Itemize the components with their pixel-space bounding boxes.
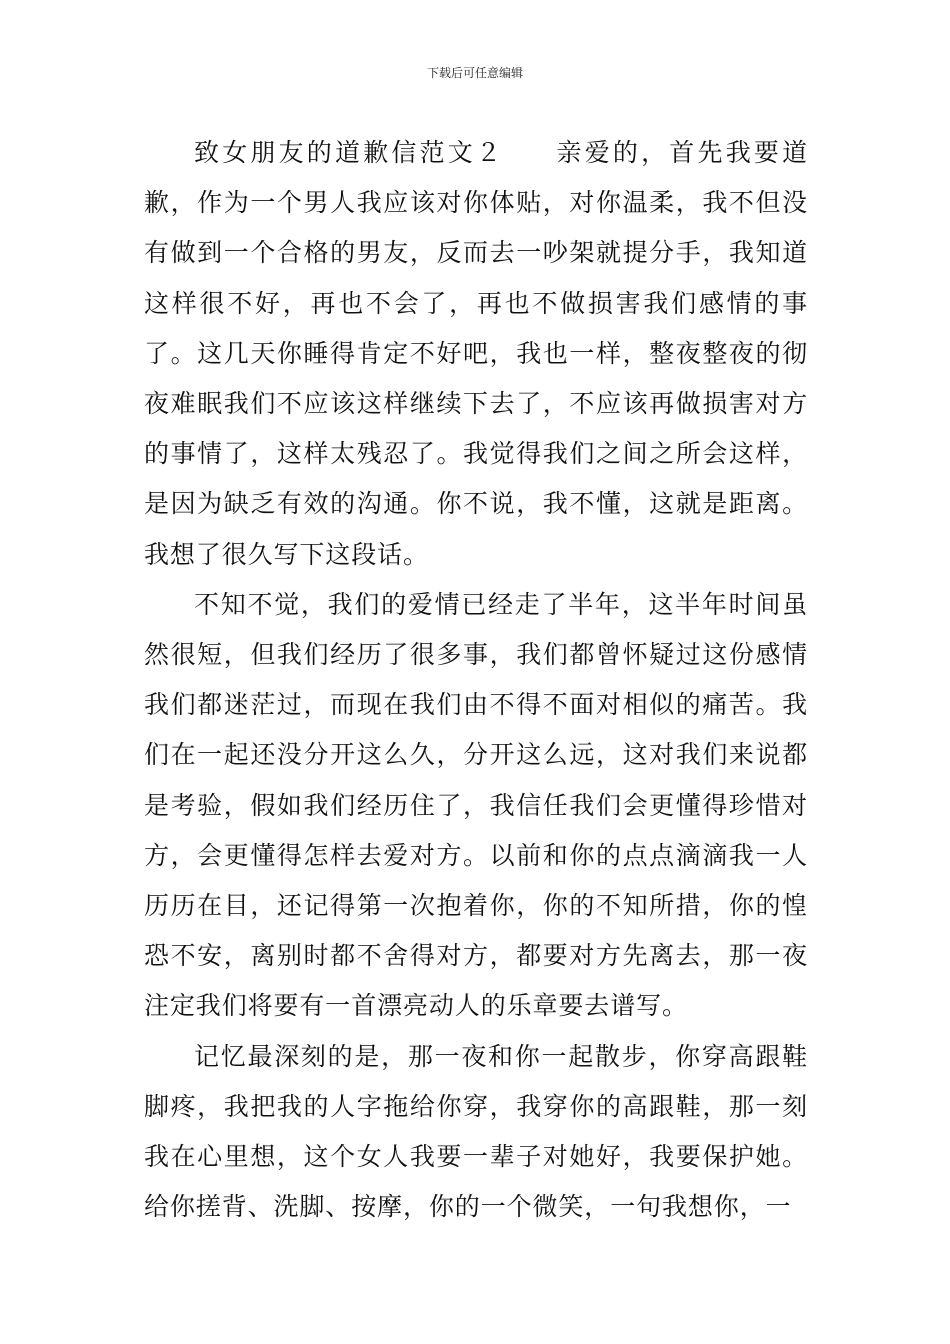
letter-body bbox=[144, 128, 808, 1232]
paragraph-1 bbox=[144, 128, 808, 580]
paragraph-3: 记忆最深刻的是，那一夜和你一起散步，你穿高跟鞋脚疼，我把我的人字拖给你穿，我穿你的高跟鞋，那一刻我在心里想，这个女人我要一辈子对她好，我要保护她。给你搓背、洗脚、按摩，你的一个微笑，一句我想你，一 bbox=[144, 1041, 808, 1222]
paragraph-1-text: 亲爱的，首先我要道歉，作为一个男人我应该对你体贴，对你温柔，我不但没有做到一个合格的男友，反而去一吵架就提分手，我知道这样很不好，再也不会了，再也不做损害我们感情的事了。这几天你睡得肯定不好吧，我也一样，整夜整夜的彻夜难眠我们不应该这样继续下去了，不应该再做损害对方的事情了，这样太残忍了。我觉得我们之间之所会这样，是因为缺乏有效的沟通。你不说，我不懂，这就是距离。我想了很久写下这段话。 bbox=[144, 138, 808, 569]
letter-title: 致女朋友的道歉信范文２ bbox=[194, 138, 505, 167]
page-header-note: 下载后可任意编辑 bbox=[426, 66, 523, 80]
paragraph-2: 不知不觉，我们的爱情已经走了半年，这半年时间虽然很短，但我们经历了很多事，我们都曾怀疑过这份感情我们都迷茫过，而现在我们由不得不面对相似的痛苦。我们在一起还没分开这么久，分开这么远，这对我们来说都是考验，假如我们经历住了，我信任我们会更懂得珍惜对方，会更懂得怎样去爱对方。以前和你的点点滴滴我一人历历在目，还记得第一次抱着你，你的不知所措，你的惶恐不安，离别时都不舍得对方，都要对方先离去，那一夜注定我们将要有一首漂亮动人的乐章要去谱写。 bbox=[144, 589, 808, 1021]
